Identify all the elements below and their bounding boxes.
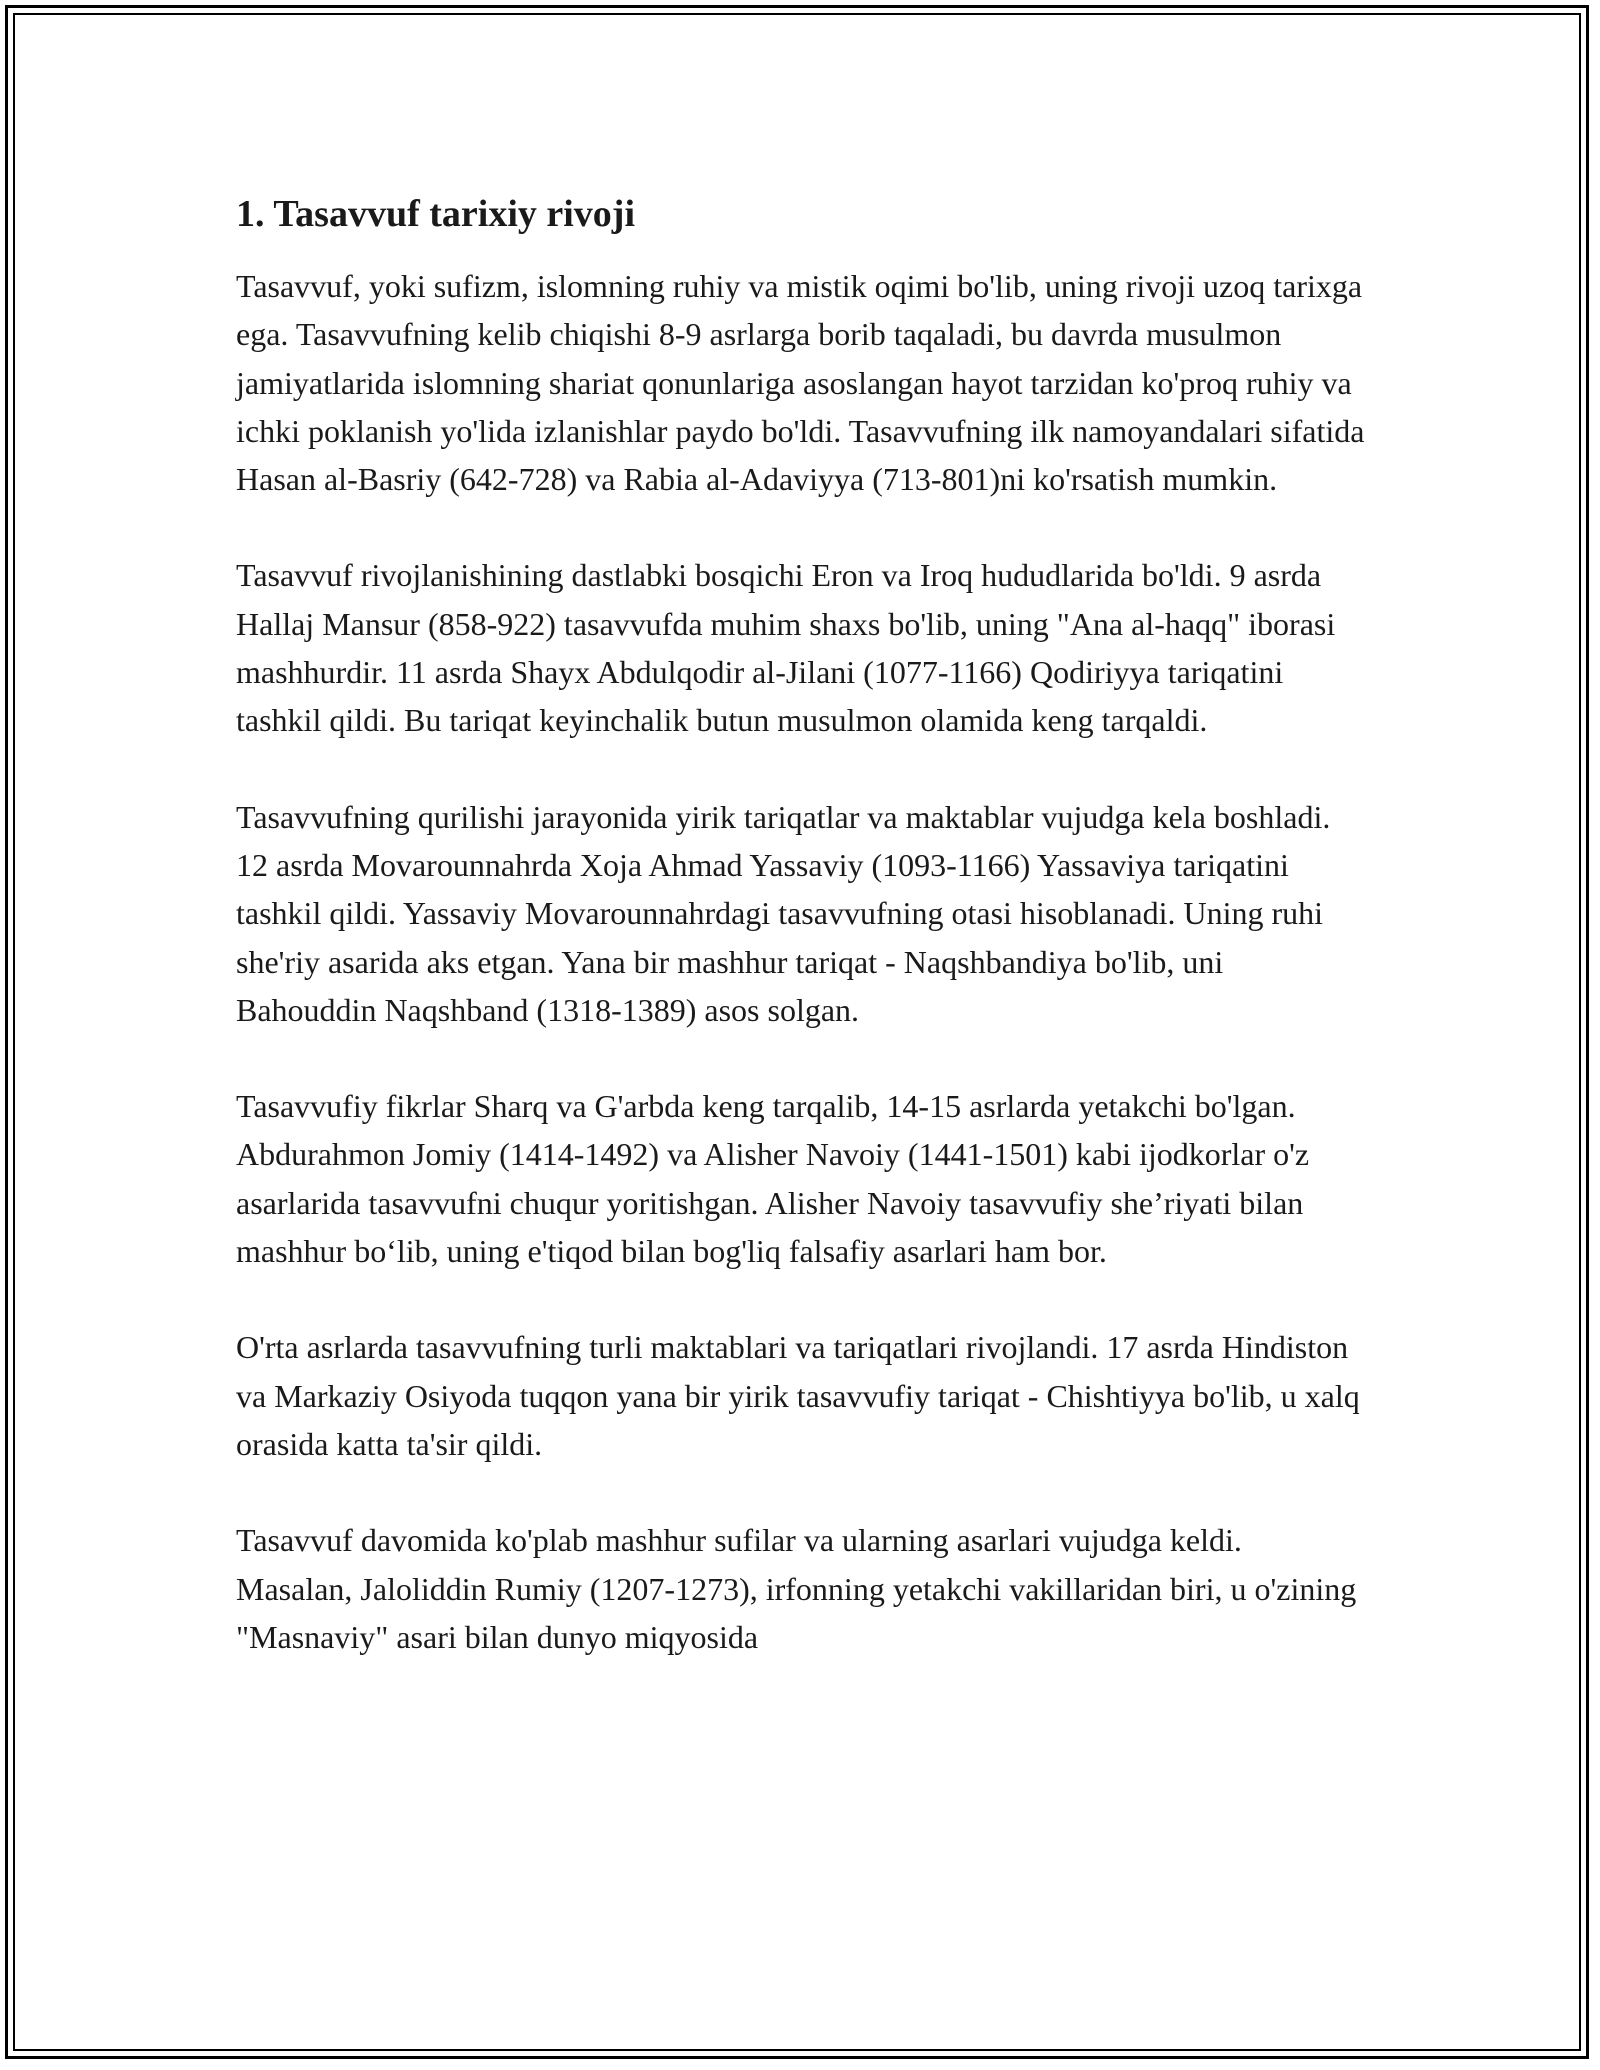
section-heading: 1. Tasavvuf tarixiy rivoji [236,193,636,235]
paragraph-1: Tasavvuf, yoki sufizm, islomning ruhiy va mistik oqimi bo'lib, uning rivoji uzoq tarixga ega. Tasavvufning kelib chiqishi 8-9 asrlarga borib taqaladi, bu davrda musulmon jamiyatlarida islomning shariat qonunlariga asoslangan hayot tarzidan ko'proq ruhiy va ichki poklanish yo'lida izlanishlar paydo bo'ldi. Tasavvufning ilk namoyandalari sifatida Hasan al-Basriy (642-728) va Rabia al-Adaviyya (713-801)ni ko'rsatish mumkin. [236,268,1365,498]
paragraph-6: Tasavvuf davomida ko'plab mashhur sufilar va ularning asarlari vujudga keldi. Masalan, Jaloliddin Rumiy (1207-1273), irfonning yetakchi vakillaridan biri, u o'zining "Masnaviy" asari bilan dunyo miqyosida [236,1522,1357,1655]
paragraph-3: Tasavvufning qurilishi jarayonida yirik tariqatlar va maktablar vujudga kela boshladi. 12 asrda Movarounnahrda Xoja Ahmad Yassaviy (1093-1166) Yassaviya tariqatini tashkil qildi. Yassaviy Movarounnahrdagi tasavvufning otasi hisoblanadi. Uning ruhi she'riy asarida aks etgan. Yana bir mashhur tariqat - Naqshbandiya bo'lib, uni Bahouddin Naqshband (1318-1389) asos solgan. [236,798,1331,1028]
document-body [236,186,1366,1709]
paragraph-2: Tasavvuf rivojlanishining dastlabki bosqichi Eron va Iroq hududlarida bo'ldi. 9 asrda Hallaj Mansur (858-922) tasavvufda muhim shaxs bo'lib, uning "Ana al-haqq" iborasi mashhurdir. 11 asrda Shayx Abdulqodir al-Jilani (1077-1166) Qodiriyya tariqatini tashkil qildi. Bu tariqat keyinchalik butun musulmon olamida keng tarqaldi. [236,557,1336,739]
paragraph-5: O'rta asrlarda tasavvufning turli maktablari va tariqatlari rivojlandi. 17 asrda Hindiston va Markaziy Osiyoda tuqqon yana bir yirik tasavvufiy tariqat - Chishtiyya bo'lib, u xalq orasida katta ta'sir qildi. [236,1329,1360,1462]
paragraph-4: Tasavvufiy fikrlar Sharq va G'arbda keng tarqalib, 14-15 asrlarda yetakchi bo'lgan. Abdurahmon Jomiy (1414-1492) va Alisher Navoiy (1441-1501) kabi ijodkorlar o'z asarlarida tasavvufni chuqur yoritishgan. Alisher Navoiy tasavvufiy she’riyati bilan mashhur bo‘lib, uning e'tiqod bilan bog'liq falsafiy asarlari ham bor. [236,1088,1310,1270]
